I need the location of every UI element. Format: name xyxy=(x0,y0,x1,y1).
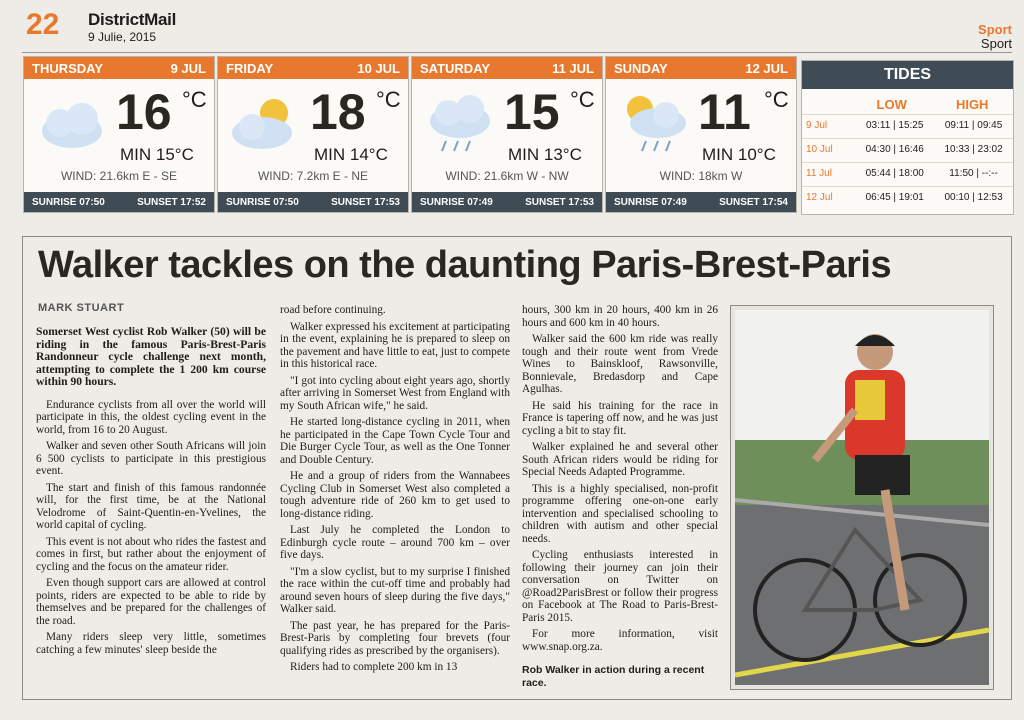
table-row xyxy=(802,114,1013,136)
tide-low: 06:45 | 19:01 xyxy=(865,192,924,203)
headline: Walker tackles on the daunting Paris-Brest-Paris xyxy=(38,244,892,286)
tide-high: 00:10 | 12:53 xyxy=(944,192,1003,203)
paragraph: Walker and seven other South Africans will join 6 500 cyclists to participate in this prestigious event. xyxy=(36,440,266,477)
article-column-2 xyxy=(280,304,510,678)
weather-card xyxy=(411,56,603,213)
paragraph: He started long-distance cycling in 2011, when he participated in the Cape Town Cycle Tour and Die Burger Cycle Tour, as well as the One Tonner and Double Century. xyxy=(280,416,510,466)
paragraph: Cycling enthusiasts interested in following their journey can join their conversation on Twitter on @Road2ParisBrest or follow their progress on Facebook at The Road to Paris-Brest-Paris 2015. xyxy=(522,549,718,624)
weather-date: 11 JUL xyxy=(552,60,594,76)
tides-title: TIDES xyxy=(802,61,1013,89)
paragraph: "I got into cycling about eight years ago, shortly after arriving in Somerset West from England with my South African wife," he said. xyxy=(280,374,510,412)
issue-date: 9 Julie, 2015 xyxy=(88,30,157,44)
weather-card xyxy=(23,56,215,213)
sun-rain-cloud-icon xyxy=(614,91,694,155)
weather-wind: WIND: 21.6km W - NW xyxy=(445,169,569,183)
weather-unit: °C xyxy=(764,87,789,112)
weather-day: SUNDAY xyxy=(614,60,668,76)
weather-min: MIN 14°C xyxy=(314,145,388,164)
tide-high: 11:50 | --:-- xyxy=(949,168,998,179)
paragraph: "I'm a slow cyclist, but to my surprise I finished the race within the cut-off time and probably had around seven hours of sleep during the five days," Walker said. xyxy=(280,565,510,615)
weather-temp: 16 xyxy=(116,84,172,140)
article-column-1 xyxy=(36,326,266,660)
weather-temp: 18 xyxy=(310,84,366,140)
tide-high: 10:33 | 23:02 xyxy=(944,144,1003,155)
sunrise: SUNRISE 07:49 xyxy=(614,196,687,208)
article-column-3 xyxy=(522,304,718,657)
sunset: SUNSET 17:53 xyxy=(525,196,594,208)
tide-low: 04:30 | 16:46 xyxy=(865,144,924,155)
paragraph: This event is not about who rides the fastest and comes in first, but rather about the enjoyment of cycling and the focus on the amateur rider. xyxy=(36,535,266,573)
paragraph: Even though support cars are allowed at control points, riders are expected to be able to ride by themselves and be prepared for the challenges of the road. xyxy=(36,577,266,627)
lead-paragraph: Somerset West cyclist Rob Walker (50) will be riding in the famous Paris-Brest-Paris Randonneur cycle challenge next month, attempting to complete the 1 200 km course within 90 hours. xyxy=(36,325,266,388)
weather-wind: WIND: 7.2km E - NE xyxy=(257,169,368,183)
weather-temp: 11 xyxy=(698,84,751,140)
page-number: 22 xyxy=(26,8,60,41)
weather-temp: 15 xyxy=(504,84,560,140)
sunset: SUNSET 17:54 xyxy=(719,196,788,208)
tide-high: 09:11 | 09:45 xyxy=(944,120,1003,131)
tides-high-header: HIGH xyxy=(955,97,989,112)
weather-card xyxy=(605,56,797,213)
tides-low-header: LOW xyxy=(876,97,907,112)
weather-date: 10 JUL xyxy=(357,60,400,76)
paper-name: DistrictMail xyxy=(88,10,177,29)
paragraph: Walker said the 600 km ride was really tough and their route went from Vrede Wines to Bainskloof, Rawsonville, Bonnievale, Bredasdorp and Cape Agulhas. xyxy=(522,333,718,395)
sunset: SUNSET 17:53 xyxy=(331,196,400,208)
paragraph: Endurance cyclists from all over the world will participate in this, the oldest cycling event in the world, from 16 to 20 August. xyxy=(36,398,266,436)
sun-cloud-icon xyxy=(226,91,306,155)
weather-min: MIN 15°C xyxy=(120,145,194,164)
sunset: SUNSET 17:52 xyxy=(137,196,206,208)
weather-date: 12 JUL xyxy=(745,60,788,76)
weather-card xyxy=(217,56,409,213)
tide-date: 11 Jul xyxy=(806,168,832,179)
paragraph: He and a group of riders from the Wannabees Cycling Club in Somerset West also completed a tough adventure ride of 260 km to get used to long-distance riding. xyxy=(280,470,510,520)
weather-unit: °C xyxy=(570,87,595,112)
byline: MARK STUART xyxy=(38,302,125,314)
sunrise: SUNRISE 07:49 xyxy=(420,196,493,208)
paragraph: Walker explained he and several other South African riders would be riding for Special Needs Adapted Programme. xyxy=(522,441,718,478)
weather-unit: °C xyxy=(376,87,401,112)
tide-low: 05:44 | 18:00 xyxy=(865,168,924,179)
photo-caption: Rob Walker in action during a recent race. xyxy=(522,664,705,689)
weather-day-header xyxy=(606,57,796,79)
weather-date: 9 JUL xyxy=(170,60,206,76)
paragraph: The past year, he has prepared for the Paris-Brest-Paris by completing four brevets (four qualifying rides as prescribed by the organisers). xyxy=(280,619,510,657)
weather-day-header xyxy=(412,57,602,79)
section-label-af: Sport xyxy=(978,22,1012,37)
rain-cloud-icon xyxy=(420,91,500,155)
weather-day-header xyxy=(24,57,214,79)
table-row xyxy=(802,138,1013,160)
paragraph: Riders had to complete 200 km in 13 xyxy=(290,661,458,673)
table-row xyxy=(802,186,1013,208)
paragraph: This is a highly specialised, non-profit programme offering one-on-one early intervention and specialised schooling to children with autism and other special needs. xyxy=(522,482,718,545)
sun-times xyxy=(24,192,214,212)
paragraph: Walker expressed his excitement at participating in the event, explaining he is prepared to sleep on the pavement and have little to eat, just to compete in this historical race. xyxy=(280,320,510,370)
paragraph: road before continuing. xyxy=(280,304,386,316)
paragraph: Last July he completed the London to Edinburgh cycle route – around 700 km – over five days. xyxy=(280,524,510,561)
weather-wind: WIND: 18km W xyxy=(659,169,743,183)
weather-min: MIN 10°C xyxy=(702,145,776,164)
paragraph: The start and finish of this famous randonnée will, for the first time, be at the National Velodrome of Saint-Quentin-en-Yvelines, the world capital of cycling. xyxy=(36,481,266,531)
tide-date: 9 Jul xyxy=(806,120,828,131)
weather-day: THURSDAY xyxy=(32,60,104,76)
sunrise: SUNRISE 07:50 xyxy=(226,196,299,208)
sun-times xyxy=(412,192,602,212)
paragraph: He said his training for the race in France is tapering off now, and he was just cycling a bit to stay fit. xyxy=(522,399,718,437)
weather-wind: WIND: 21.6km E - SE xyxy=(60,169,178,183)
tide-date: 12 Jul xyxy=(806,192,833,203)
cloud-icon xyxy=(32,91,112,155)
weather-day-header xyxy=(218,57,408,79)
header-rule xyxy=(22,52,1012,53)
weather-unit: °C xyxy=(182,87,207,112)
paragraph: hours, 300 km in 20 hours, 400 km in 26 hours and 600 km in 40 hours. xyxy=(522,304,718,329)
table-row xyxy=(802,162,1013,184)
tide-date: 10 Jul xyxy=(806,144,833,155)
sun-times xyxy=(606,192,796,212)
section-label-en: Sport xyxy=(980,36,1012,51)
paragraph: Many riders sleep very little, sometimes catching a few minutes' sleep beside the xyxy=(36,631,266,656)
tides-table xyxy=(801,60,1014,215)
weather-day: FRIDAY xyxy=(226,60,274,76)
paragraph: For more information, visit www.snap.org.za. xyxy=(522,628,718,653)
weather-day: SATURDAY xyxy=(420,60,491,76)
sunrise: SUNRISE 07:50 xyxy=(32,196,105,208)
weather-min: MIN 13°C xyxy=(508,145,582,164)
sun-times xyxy=(218,192,408,212)
cyclist-photo xyxy=(730,305,994,690)
tide-low: 03:11 | 15:25 xyxy=(865,120,924,131)
cyclist-image xyxy=(735,310,989,685)
